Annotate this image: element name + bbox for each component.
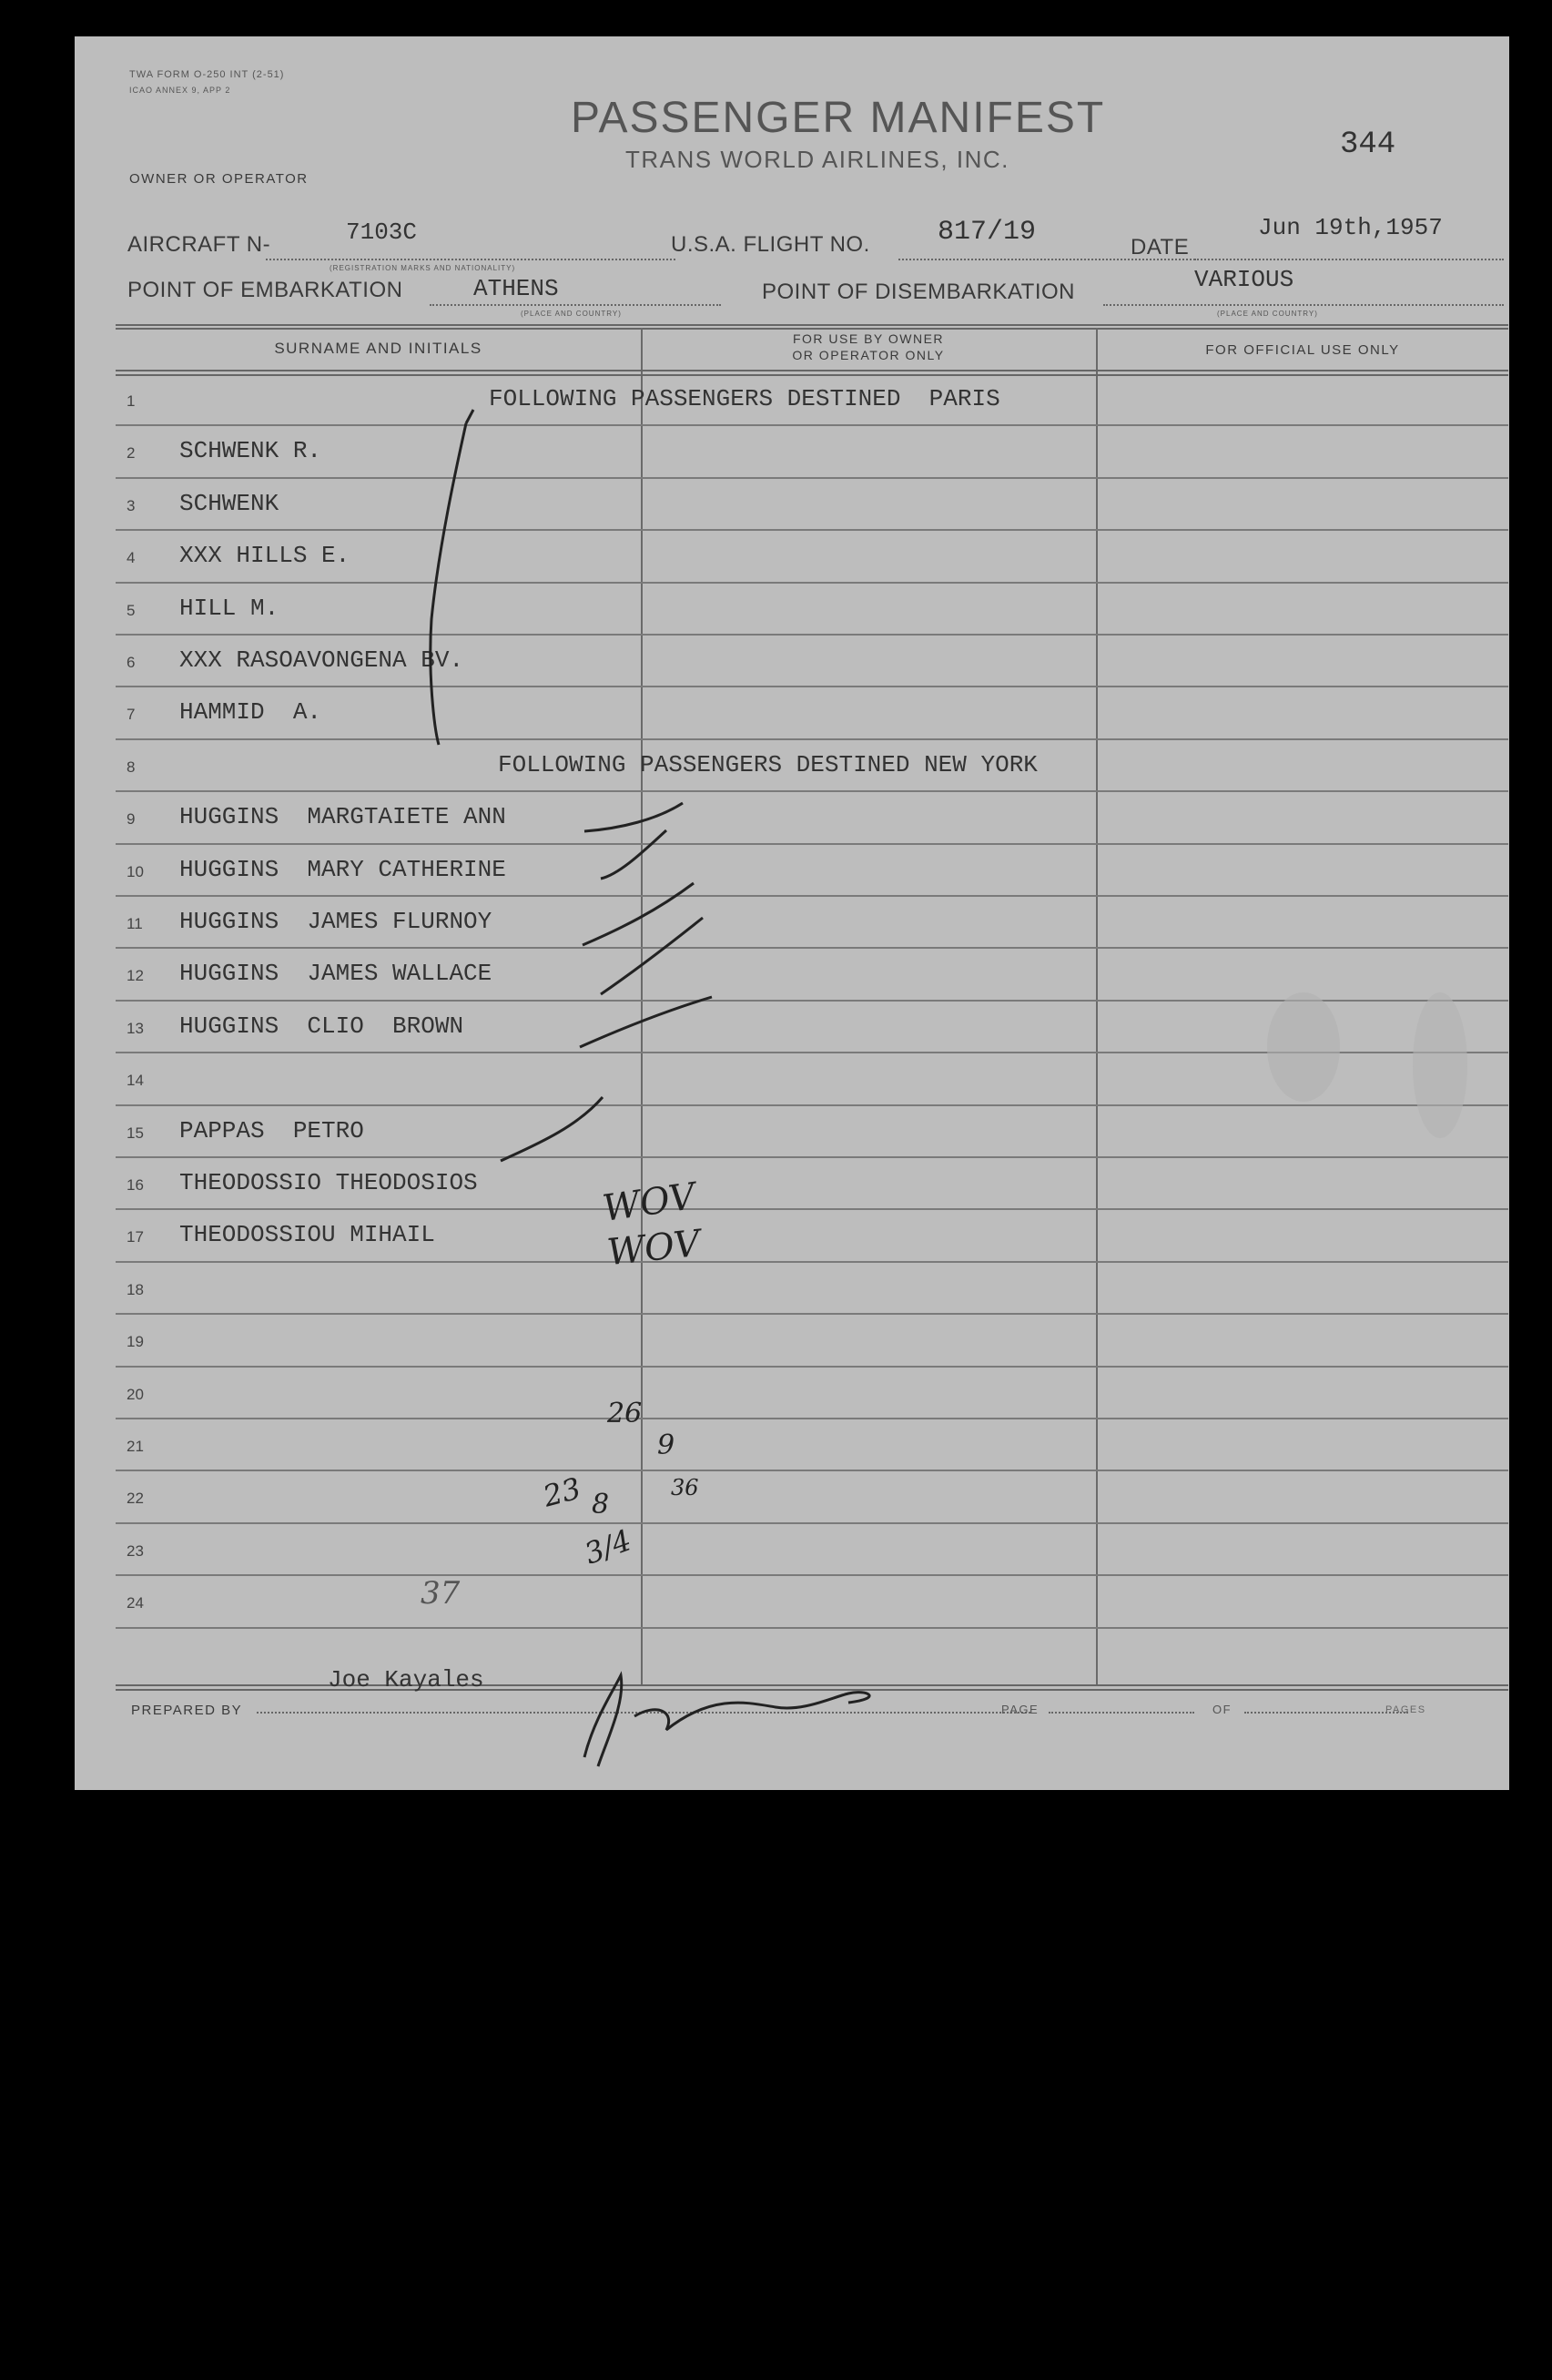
embarkation-label: POINT OF EMBARKATION xyxy=(127,278,403,302)
row-number: 8 xyxy=(127,758,136,776)
row-number: 18 xyxy=(127,1280,144,1298)
check-mark-11 xyxy=(583,883,694,945)
row-number: 6 xyxy=(127,654,136,671)
aircraft-label: AIRCRAFT N- xyxy=(127,232,271,257)
passenger-name: XXX RASOAVONGENA BV. xyxy=(179,646,464,674)
check-mark-15 xyxy=(501,1097,603,1161)
form-id-line1: TWA FORM O-250 INT (2-51) xyxy=(129,69,285,80)
row-number: 3 xyxy=(127,496,136,514)
row-number: 9 xyxy=(127,810,136,829)
col-header-surname: SURNAME AND INITIALS xyxy=(274,340,482,357)
row-number: 20 xyxy=(127,1385,144,1403)
passenger-name: HUGGINS MARGTAIETE ANN xyxy=(179,803,506,831)
date-value: Jun 19th,1957 xyxy=(1258,214,1443,241)
passenger-name: HUGGINS MARY CATHERINE xyxy=(179,855,506,883)
check-mark-13 xyxy=(580,997,712,1047)
passenger-name: FOLLOWING PASSENGERS DESTINED NEW YORK xyxy=(498,750,1038,778)
passenger-name: SCHWENK xyxy=(179,489,279,517)
handwritten-tally-7: 37 xyxy=(421,1575,461,1612)
row-number: 12 xyxy=(127,967,144,985)
date-label: DATE xyxy=(1131,235,1190,259)
disembarkation-value: VARIOUS xyxy=(1194,266,1294,293)
flight-label: U.S.A. FLIGHT NO. xyxy=(671,232,870,257)
row-number: 15 xyxy=(127,1124,144,1142)
handwritten-tally-2: 9 xyxy=(657,1429,675,1461)
smudge xyxy=(1267,992,1340,1102)
row-number: 13 xyxy=(127,1019,144,1037)
manifest-sheet xyxy=(75,36,1509,1790)
row-number: 4 xyxy=(127,549,136,567)
handwritten-tally-1: 26 xyxy=(607,1398,643,1429)
row-number: 21 xyxy=(127,1438,144,1455)
col-header-owner-2: OR OPERATOR ONLY xyxy=(792,348,945,362)
row-number: 24 xyxy=(127,1594,144,1612)
place-note-2: (PLACE AND COUNTRY) xyxy=(1217,310,1318,318)
embarkation-value: ATHENS xyxy=(473,275,559,302)
row-number: 17 xyxy=(127,1228,144,1246)
row-number: 16 xyxy=(127,1176,144,1194)
passenger-name: FOLLOWING PASSENGERS DESTINED PARIS xyxy=(489,385,1000,412)
passenger-name: HUGGINS JAMES FLURNOY xyxy=(179,908,492,935)
passenger-name: SCHWENK R. xyxy=(179,437,322,465)
form-id-line2: ICAO ANNEX 9, APP 2 xyxy=(129,86,231,95)
passenger-name: HAMMID A. xyxy=(179,698,322,727)
prepared-by-value: Joe Kayales xyxy=(328,1666,484,1693)
owner-label: OWNER OR OPERATOR xyxy=(129,171,309,187)
col-header-owner-1: FOR USE BY OWNER xyxy=(792,331,945,346)
row-number: 7 xyxy=(127,706,136,724)
row-number: 1 xyxy=(127,392,136,410)
passenger-name: HUGGINS JAMES WALLACE xyxy=(179,960,492,988)
row-number: 5 xyxy=(127,601,136,619)
passenger-name: HUGGINS CLIO BROWN xyxy=(179,1012,464,1040)
passenger-name: THEODOSSIO THEODOSIOS xyxy=(179,1169,478,1196)
row-number: 11 xyxy=(127,915,143,932)
signature xyxy=(584,1675,869,1766)
handwritten-wov-2: WOV xyxy=(604,1222,703,1275)
disembarkation-label: POINT OF DISEMBARKATION xyxy=(762,280,1075,304)
check-mark-10 xyxy=(601,830,666,879)
row-number: 2 xyxy=(127,444,136,463)
passenger-name: PAPPAS PETRO xyxy=(179,1116,364,1144)
aircraft-value: 7103C xyxy=(346,219,418,246)
row-number: 14 xyxy=(127,1072,144,1090)
passenger-name: HILL M. xyxy=(179,594,279,622)
col-header-official: FOR OFFICIAL USE ONLY xyxy=(1205,342,1400,358)
row-number: 19 xyxy=(127,1333,144,1351)
handwritten-tally-3: 23 xyxy=(539,1470,584,1514)
handwritten-wov-1: WOV xyxy=(600,1175,698,1230)
passenger-name: THEODOSSIOU MIHAIL xyxy=(179,1221,435,1249)
check-mark-9 xyxy=(584,803,683,831)
prepared-by-label: PREPARED BY xyxy=(131,1703,243,1718)
passenger-name: XXX HILLS E. xyxy=(179,542,350,570)
page-number: 344 xyxy=(1340,127,1396,162)
airline-name: TRANS WORLD AIRLINES, INC. xyxy=(625,146,1009,173)
bracket-mark xyxy=(431,423,466,745)
row-number: 22 xyxy=(127,1490,144,1508)
pages-label: PAGES xyxy=(1385,1704,1426,1715)
page-title: PASSENGER MANIFEST xyxy=(571,94,1106,142)
row-number: 10 xyxy=(127,862,144,880)
handwriting-marks xyxy=(75,36,1509,1790)
place-note: (PLACE AND COUNTRY) xyxy=(521,310,622,318)
handwritten-tally-4: 8 xyxy=(592,1489,610,1521)
of-label: OF xyxy=(1212,1703,1232,1716)
handwritten-tally-5: 3/4 xyxy=(580,1522,636,1571)
flight-value: 817/19 xyxy=(938,217,1037,248)
registration-note: (REGISTRATION MARKS AND NATIONALITY) xyxy=(330,264,516,272)
handwritten-tally-6: 36 xyxy=(671,1475,699,1500)
row-number: 23 xyxy=(127,1541,144,1560)
page-label: PAGE xyxy=(1001,1703,1040,1716)
